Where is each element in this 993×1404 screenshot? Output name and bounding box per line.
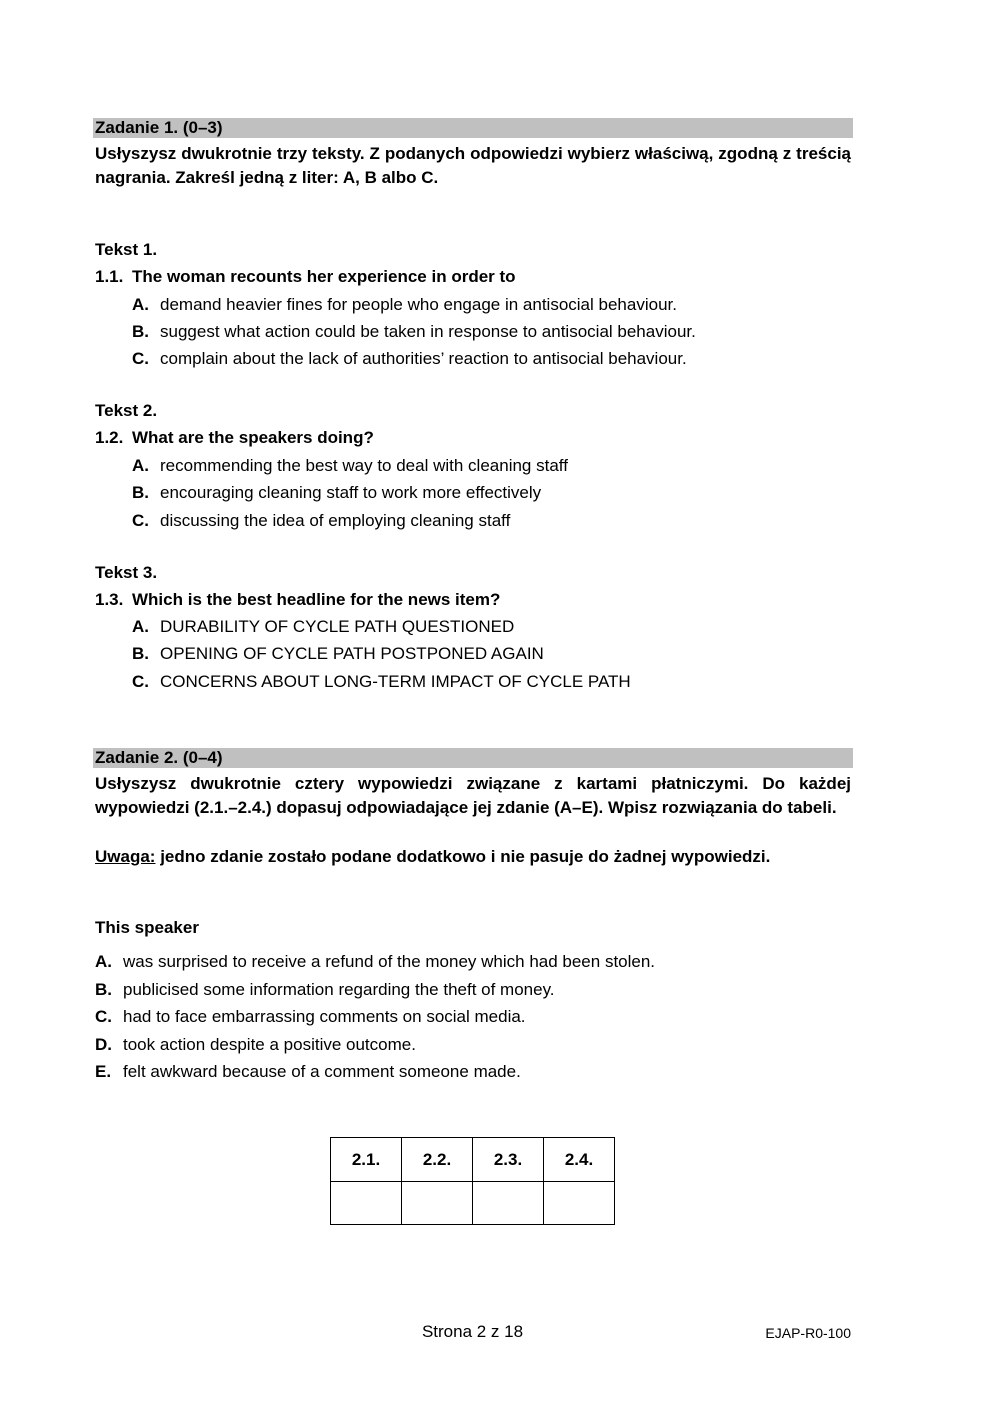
sentence-letter: B.: [95, 980, 112, 999]
question-1-2: [95, 428, 374, 448]
question-text: The woman recounts her experience in order to: [132, 267, 516, 286]
sentence-letter: A.: [95, 952, 112, 971]
question-text: What are the speakers doing?: [132, 428, 374, 447]
option-letter: B.: [132, 322, 149, 341]
sentence-b: [95, 980, 555, 1000]
sentence-letter: C.: [95, 1007, 112, 1026]
answer-cell-2-2[interactable]: [402, 1182, 473, 1225]
option-letter: C.: [132, 511, 149, 530]
option-1-2-c[interactable]: [132, 511, 510, 531]
answer-header-2-1: 2.1.: [331, 1138, 402, 1182]
option-text: suggest what action could be taken in response to antisocial behaviour.: [160, 322, 696, 341]
option-letter: A.: [132, 617, 149, 636]
option-text: recommending the best way to deal with cleaning staff: [160, 456, 568, 475]
question-number: 1.2.: [95, 428, 124, 447]
option-1-1-c[interactable]: [132, 349, 687, 369]
answer-cell-2-4[interactable]: [544, 1182, 615, 1225]
option-1-2-a[interactable]: [132, 456, 568, 476]
task1-instruction: Usłyszysz dwukrotnie trzy teksty. Z podanych odpowiedzi wybierz właściwą, zgodną z treścią nagrania. Zakreśl jedną z liter: A, B albo C.: [95, 144, 851, 187]
text1-label: Tekst 1.: [95, 240, 158, 259]
sentence-text: publicised some information regarding the theft of money.: [123, 980, 555, 999]
text3-label: Tekst 3.: [95, 563, 158, 582]
option-text: complain about the lack of authorities’ reaction to antisocial behaviour.: [160, 349, 687, 368]
option-1-1-a[interactable]: [132, 295, 677, 315]
answer-table: [330, 1137, 615, 1225]
note-label: Uwaga:: [95, 847, 156, 866]
task2-header: Zadanie 2. (0–4): [93, 748, 853, 768]
text2-label: Tekst 2.: [95, 401, 158, 420]
task2-note: [95, 845, 851, 869]
question-number: 1.1.: [95, 267, 124, 286]
task1-header: Zadanie 1. (0–3): [93, 118, 853, 138]
option-1-1-b[interactable]: [132, 322, 696, 342]
sentence-text: took action despite a positive outcome.: [123, 1035, 416, 1054]
exam-code: EJAP-R0-100: [765, 1325, 851, 1341]
task2-instruction: Usłyszysz dwukrotnie cztery wypowiedzi związane z kartami płatniczymi. Do każdej wypowiedzi (2.1.–2.4.) dopasuj odpowiadające jej zdanie (A–E). Wpisz rozwiązania do tabeli.: [95, 774, 851, 817]
option-text: OPENING OF CYCLE PATH POSTPONED AGAIN: [160, 644, 544, 663]
answer-header-2-2: 2.2.: [402, 1138, 473, 1182]
sentence-e: [95, 1062, 521, 1082]
option-text: demand heavier fines for people who engage in antisocial behaviour.: [160, 295, 677, 314]
option-text: DURABILITY OF CYCLE PATH QUESTIONED: [160, 617, 515, 636]
option-text: CONCERNS ABOUT LONG-TERM IMPACT OF CYCLE PATH: [160, 672, 631, 691]
sentence-a: [95, 952, 655, 972]
page-number: Strona 2 z 18: [421, 1322, 524, 1341]
option-letter: C.: [132, 349, 149, 368]
option-text: discussing the idea of employing cleaning staff: [160, 511, 511, 530]
sentence-text: felt awkward because of a comment someone made.: [123, 1062, 521, 1081]
answer-header-2-3: 2.3.: [473, 1138, 544, 1182]
option-1-2-b[interactable]: [132, 483, 541, 503]
sentence-d: [95, 1035, 416, 1055]
question-text: Which is the best headline for the news item?: [132, 590, 501, 609]
answer-cell-2-3[interactable]: [473, 1182, 544, 1225]
question-number: 1.3.: [95, 590, 124, 609]
sentence-c: [95, 1007, 526, 1027]
option-letter: A.: [132, 456, 149, 475]
option-letter: C.: [132, 672, 149, 691]
option-1-3-c[interactable]: [132, 672, 631, 692]
answer-cell-2-1[interactable]: [331, 1182, 402, 1225]
answer-header-2-4: 2.4.: [544, 1138, 615, 1182]
option-letter: B.: [132, 483, 149, 502]
option-1-3-a[interactable]: [132, 617, 514, 637]
option-letter: B.: [132, 644, 149, 663]
option-text: encouraging cleaning staff to work more effectively: [160, 483, 542, 502]
question-1-3: [95, 590, 500, 610]
sentence-letter: E.: [95, 1062, 112, 1081]
option-letter: A.: [132, 295, 149, 314]
option-1-3-b[interactable]: [132, 644, 544, 664]
task2-lead: This speaker: [95, 918, 199, 937]
sentence-text: was surprised to receive a refund of the money which had been stolen.: [123, 952, 656, 971]
sentence-letter: D.: [95, 1035, 112, 1054]
question-1-1: [95, 267, 516, 287]
sentence-text: had to face embarrassing comments on social media.: [123, 1007, 526, 1026]
note-text: jedno zdanie zostało podane dodatkowo i nie pasuje do żadnej wypowiedzi.: [155, 847, 771, 866]
